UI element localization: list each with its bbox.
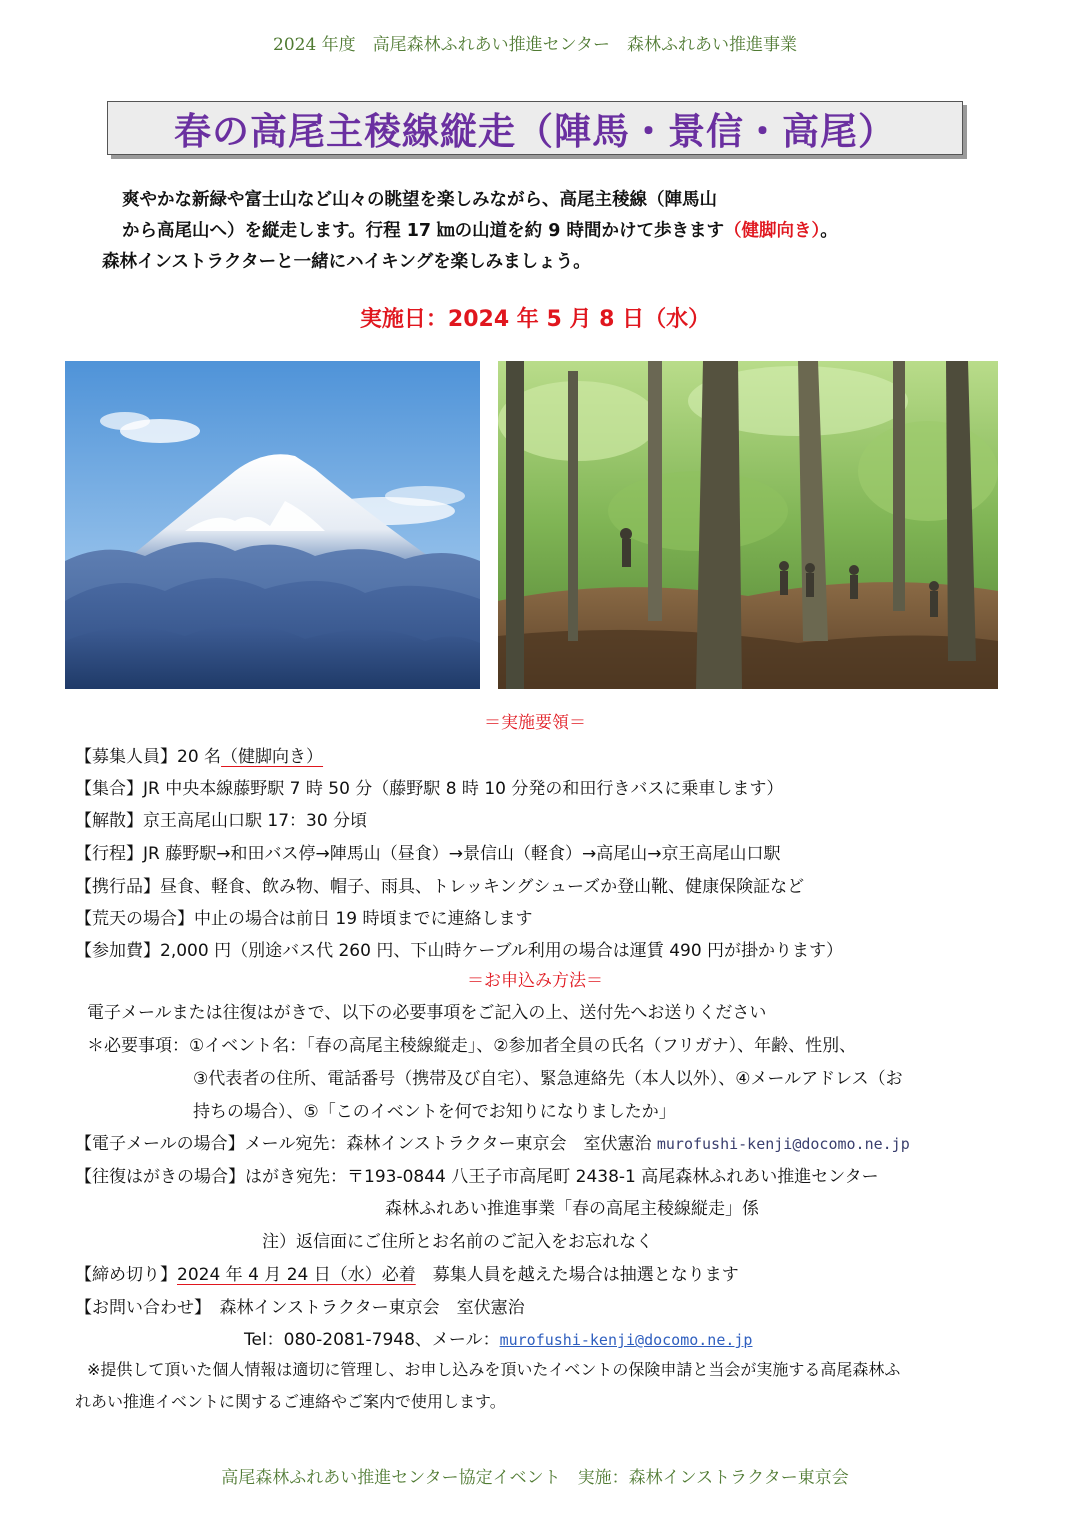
rain-row: 【荒天の場合】中止の場合は前日 19 時頃までに連絡します — [75, 909, 533, 929]
intro-line-1: 爽やかな新緑や富士山など山々の眺望を楽しみながら、高尾主稜線（陣馬山 — [122, 190, 717, 210]
recruit-label: 【募集人員】20 名 — [75, 747, 222, 767]
contact-email-link[interactable]: murofushi-kenji@docomo.ne.jp — [499, 1331, 753, 1349]
contact-row: 【お問い合わせ】 森林インストラクター東京会 室伏憲治 — [75, 1298, 525, 1318]
deadline-note: 募集人員を越えた場合は抽選となります — [415, 1265, 739, 1285]
details-heading: ＝実施要領＝ — [484, 713, 586, 733]
recruit-row — [75, 742, 323, 767]
recruit-note: （健脚向き） — [221, 747, 324, 767]
header-text: 2024 年度 高尾森林ふれあい推進センター 森林ふれあい推進事業 — [273, 35, 797, 55]
deadline-label: 【締め切り】 — [75, 1265, 177, 1285]
meet-row: 【集合】JR 中央本線藤野駅 7 時 50 分（藤野駅 8 時 10 分発の和田行きバスに乗車します） — [75, 779, 784, 799]
items-row: 【携行品】昼食、軽食、飲み物、帽子、雨具、トレッキングシューズか登山靴、健康保険証など — [75, 877, 805, 897]
deadline-date: 2024 年 4 月 24 日（水）必着 — [177, 1265, 416, 1285]
privacy-line-2: れあい推進イベントに関するご連絡やご案内で使用します。 — [75, 1392, 506, 1411]
title-banner — [107, 101, 963, 155]
dismiss-row: 【解散】京王高尾山口駅 17：30 分頃 — [75, 811, 368, 831]
apply-heading: ＝お申込み方法＝ — [467, 971, 603, 991]
fee-row: 【参加費】2,000 円（別途バス代 260 円、下山時ケーブル利用の場合は運賃 490 円が掛かります） — [75, 941, 844, 961]
event-date: 実施日：2024 年 5 月 8 日（水） — [359, 307, 711, 332]
privacy-line-1: ※提供して頂いた個人情報は適切に管理し、お申し込みを頂いたイベントの保険申請と当会が実施する高尾森林ふ — [87, 1360, 901, 1379]
route-row: 【行程】JR 藤野駅→和田バス停→陣馬山（昼食）→景信山（軽食）→高尾山→京王高尾山口駅 — [75, 844, 781, 864]
intro-paragraph — [100, 185, 1020, 278]
postcard-note: 注）返信面にご住所とお名前のご記入をお忘れなく — [262, 1232, 653, 1252]
apply-line-4: 持ちの場合）、⑤「このイベントを何でお知りになりましたか」 — [193, 1102, 676, 1122]
email-address: murofushi-kenji@docomo.ne.jp — [656, 1135, 910, 1153]
contact-tel: Tel：080-2081-7948、メール： — [244, 1330, 500, 1350]
footer-text: 高尾森林ふれあい推進センター協定イベント 実施：森林インストラクター東京会 — [221, 1468, 849, 1488]
apply-line-1: 電子メールまたは往復はがきで、以下の必要事項をご記入の上、送付先へお送りください — [87, 1003, 767, 1023]
email-row — [75, 1129, 910, 1154]
forest-hikers-photo — [498, 361, 998, 689]
postcard-row: 【往復はがきの場合】はがき宛先：〒193-0844 八王子市高尾町 2438-1 高尾森林ふれあい推進センター — [75, 1167, 879, 1187]
intro-line-3: 森林インストラクターと一緒にハイキングを楽しみましょう。 — [102, 252, 591, 272]
email-label: 【電子メールの場合】メール宛先：森林インストラクター東京会 室伏憲治 — [75, 1134, 652, 1154]
intro-line-2-end: 。 — [820, 221, 838, 241]
apply-line-3: ③代表者の住所、電話番号（携帯及び自宅）、緊急連絡先（本人以外）、④メールアドレス（お — [193, 1069, 903, 1089]
contact-tel-row — [244, 1325, 752, 1350]
postcard-line-2: 森林ふれあい推進事業「春の高尾主稜線縦走」係 — [385, 1199, 759, 1219]
intro-line-2 — [100, 216, 1020, 247]
deadline-row — [75, 1260, 739, 1285]
intro-line-2-text: から高尾山へ）を縦走します。行程 17 ㎞の山道を約 9 時間かけて歩きます — [122, 221, 724, 241]
difficulty-note: （健脚向き） — [724, 221, 821, 241]
page-title: 春の高尾主稜線縦走（陣馬・景信・高尾） — [174, 110, 896, 153]
mount-fuji-photo — [65, 361, 480, 689]
apply-line-2: ＊必要事項：①イベント名：「春の高尾主稜線縦走」、②参加者全員の氏名（フリガナ）、年齢、性別、 — [87, 1036, 857, 1056]
